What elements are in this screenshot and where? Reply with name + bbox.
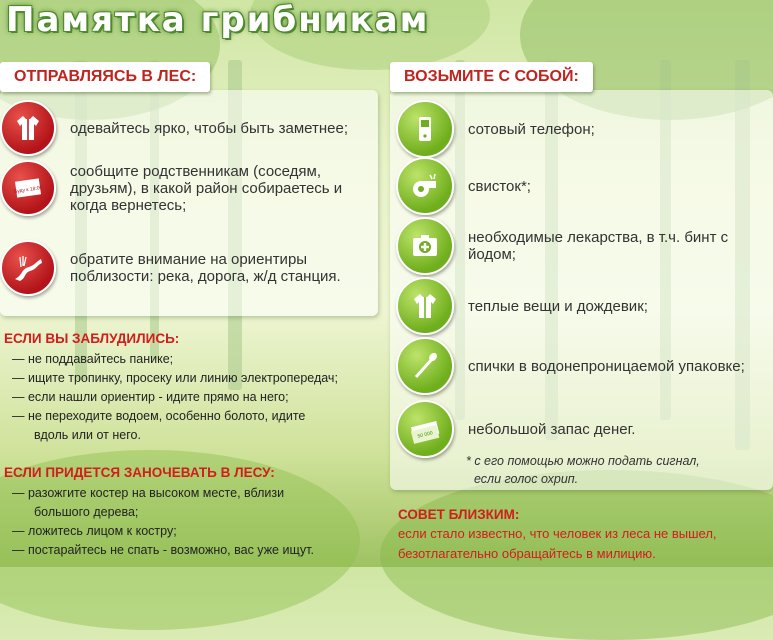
- clothing-icon: [396, 277, 454, 335]
- list-item: — ложитесь лицом к костру;: [4, 522, 384, 541]
- list-item: — если нашли ориентир - идите прямо на него;: [4, 388, 384, 407]
- left-item-text: одевайтесь ярко, чтобы быть заметнее;: [70, 119, 349, 137]
- right-item-4: [396, 277, 766, 335]
- lost-header: ЕСЛИ ВЫ ЗАБЛУДИЛИСЬ:: [4, 331, 180, 346]
- phone-icon: [396, 100, 454, 158]
- right-item-text: спички в водонепроницаемой упаковке;: [468, 357, 745, 375]
- right-item-2: [396, 157, 766, 215]
- list-item: вдоль или от него.: [34, 428, 141, 442]
- right-item-text: сотовый телефон;: [468, 120, 595, 138]
- right-item-1: [396, 100, 766, 158]
- note-icon: [0, 160, 56, 216]
- right-item-text: небольшой запас денег.: [468, 420, 636, 438]
- advice-line-2: безотлагательно обращайтесь в милицию.: [398, 546, 656, 561]
- right-item-text: теплые вещи и дождевик;: [468, 297, 648, 315]
- page-title: Памятка грибникам: [6, 0, 430, 40]
- list-item: большого дерева;: [34, 505, 139, 519]
- clothing-icon: [0, 100, 56, 156]
- list-item: — разожгите костер на высоком месте, вблизи: [4, 484, 384, 503]
- list-item: — не переходите водоем, особенно болото, идите: [4, 407, 384, 426]
- left-item-text: обратите внимание на ориентиры поблизости: река, дорога, ж/д станция.: [70, 251, 341, 285]
- match-icon: [396, 337, 454, 395]
- advice-line-1: если стало известно, что человек из леса не вышел,: [398, 526, 717, 541]
- list-item: — не поддавайтесь панике;: [4, 350, 384, 369]
- landmark-road-icon: [0, 240, 56, 296]
- list-item: — постарайтесь не спать - возможно, вас уже ищут.: [4, 541, 384, 560]
- right-header-tab: ВОЗЬМИТЕ С СОБОЙ:: [390, 62, 593, 92]
- note-text: Буду к 18:00: [13, 185, 43, 195]
- advice-header: СОВЕТ БЛИЗКИМ:: [398, 507, 520, 522]
- right-item-text: свисток*;: [468, 177, 531, 195]
- left-header-tab: ОТПРАВЛЯЯСЬ В ЛЕС:: [0, 62, 210, 92]
- right-item-5: [396, 337, 766, 395]
- night-list: [4, 484, 384, 560]
- lost-list: [4, 350, 384, 445]
- footnote-line-1: * с его помощью можно подать сигнал,: [466, 454, 700, 468]
- left-item-1: [0, 100, 375, 156]
- right-item-text: необходимые лекарства, в т.ч. бинт с йодом;: [468, 229, 729, 263]
- left-item-3: [0, 240, 375, 296]
- footnote-line-2: если голос охрип.: [474, 472, 579, 486]
- left-item-text: сообщите родственникам (соседям, друзьям), в какой район собираетесь и когда вернетесь;: [70, 162, 343, 214]
- money-text: 50 000: [417, 430, 434, 440]
- right-item-6: [396, 400, 766, 458]
- money-icon: [396, 400, 454, 458]
- right-item-3: [396, 217, 766, 275]
- left-item-2: [0, 160, 375, 216]
- night-header: ЕСЛИ ПРИДЕТСЯ ЗАНОЧЕВАТЬ В ЛЕСУ:: [4, 465, 275, 480]
- whistle-icon: [396, 157, 454, 215]
- list-item: — ищите тропинку, просеку или линию электропередач;: [4, 369, 384, 388]
- first-aid-icon: [396, 217, 454, 275]
